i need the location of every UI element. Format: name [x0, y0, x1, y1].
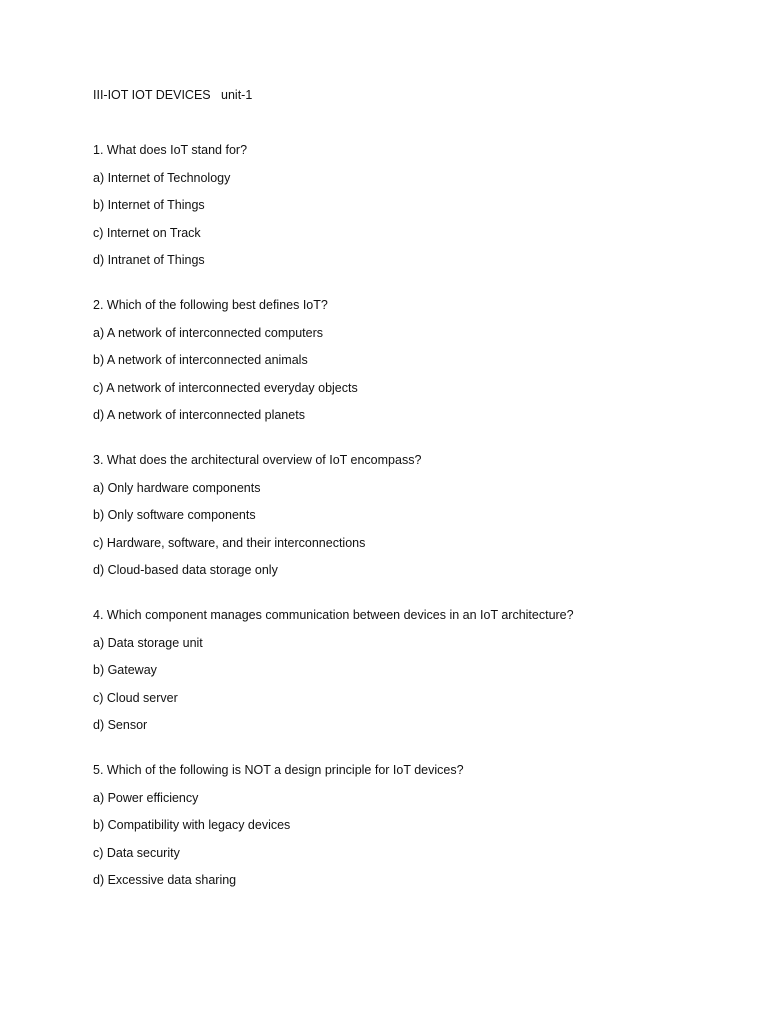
question-4-text: 4. Which component manages communication between devices in an IoT architecture? [93, 608, 574, 622]
question-5-option-d: d) Excessive data sharing [93, 873, 237, 887]
question-block-4 [93, 606, 733, 734]
question-4-option-d: d) Sensor [93, 718, 148, 732]
question-1-option-b: b) Internet of Things [93, 198, 205, 212]
question-5-option-c: c) Data security [93, 845, 180, 860]
document-title: III-IOT IOT DEVICES unit-1 [93, 88, 253, 102]
question-3-option-a: a) Only hardware components [93, 480, 261, 495]
question-1-option-a: a) Internet of Technology [93, 170, 231, 185]
question-2-option-a: a) A network of interconnected computers [93, 325, 323, 340]
question-4-option-b: b) Gateway [93, 663, 157, 677]
question-1-option-d: d) Intranet of Things [93, 253, 205, 267]
question-4-option-c: c) Cloud server [93, 690, 178, 705]
question-3-option-b: b) Only software components [93, 508, 256, 522]
question-1-option-c: c) Internet on Track [93, 225, 201, 240]
question-2-text: 2. Which of the following best defines IoT? [93, 298, 328, 312]
question-2-option-c: c) A network of interconnected everyday objects [93, 380, 358, 395]
question-block-5 [93, 761, 733, 889]
question-2-option-b: b) A network of interconnected animals [93, 353, 308, 367]
question-1-text: 1. What does IoT stand for? [93, 143, 248, 157]
question-3-option-d: d) Cloud-based data storage only [93, 563, 278, 577]
question-4-option-a: a) Data storage unit [93, 635, 203, 650]
question-5-option-a: a) Power efficiency [93, 790, 199, 805]
question-block-2 [93, 296, 733, 424]
question-block-1 [93, 141, 733, 269]
question-3-text: 3. What does the architectural overview of IoT encompass? [93, 453, 422, 467]
question-3-option-c: c) Hardware, software, and their interconnections [93, 535, 366, 550]
question-5-text: 5. Which of the following is NOT a design principle for IoT devices? [93, 763, 464, 777]
question-block-3 [93, 451, 733, 579]
question-5-option-b: b) Compatibility with legacy devices [93, 818, 291, 832]
document-content [93, 86, 733, 916]
question-2-option-d: d) A network of interconnected planets [93, 408, 305, 422]
